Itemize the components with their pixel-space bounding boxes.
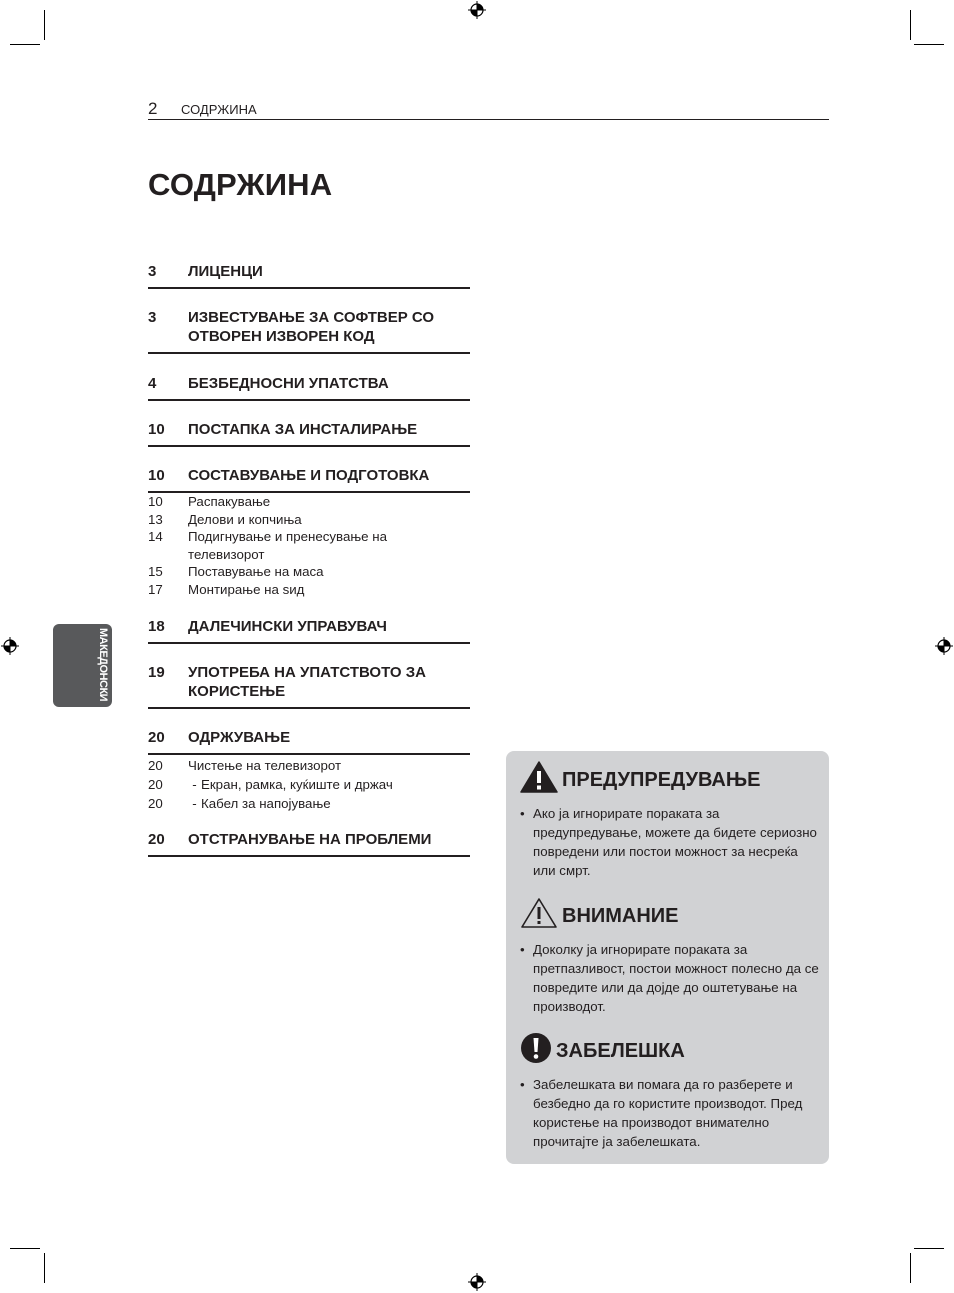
toc-page: 20: [148, 796, 163, 811]
toc-title: Чистење на телевизорот: [188, 758, 342, 773]
crop-mark: [44, 10, 45, 40]
toc-title: ОДРЖУВАЊЕ: [188, 729, 291, 746]
toc-title: Поставување на маса: [188, 564, 324, 579]
toc-title: ЛИЦЕНЦИ: [188, 263, 263, 280]
toc-page: 18: [148, 618, 165, 635]
warning-title: ПРЕДУПРЕДУВАЊЕ: [562, 768, 761, 791]
toc-page: 15: [148, 564, 163, 579]
toc-subentry[interactable]: [148, 493, 470, 511]
bullet: •: [520, 1077, 525, 1092]
toc-entry[interactable]: [148, 420, 470, 447]
warning-filled-icon: [520, 761, 558, 793]
note-title: ЗАБЕЛЕШКА: [556, 1039, 685, 1062]
note-exclamation-icon: [520, 1032, 552, 1064]
toc-subentry[interactable]: [148, 528, 470, 563]
toc-title: ИЗВЕСТУВАЊЕ ЗА СОФТВЕР СО ОТВОРЕН ИЗВОРЕН КОД: [188, 309, 435, 345]
toc-title: СОСТАВУВАЊЕ И ПОДГОТОВКА: [188, 467, 430, 484]
toc-title: ПОСТАПКА ЗА ИНСТАЛИРАЊЕ: [188, 421, 418, 438]
warning-body: Ако ја игнорирате пораката за предупредување, можете да бидете сериозно повредени или постои можност за несреќа или смрт.: [533, 806, 817, 878]
toc-entry[interactable]: [148, 262, 470, 289]
toc-subentry[interactable]: [148, 511, 470, 529]
registration-mark-icon: [1, 637, 19, 655]
crop-mark: [44, 1253, 45, 1283]
toc-entry[interactable]: [148, 830, 470, 857]
language-tab: [53, 624, 112, 707]
page-number: 2: [148, 99, 158, 118]
toc-title: УПОТРЕБА НА УПАТСТВОТО ЗА КОРИСТЕЊЕ: [188, 664, 426, 700]
toc-page: 14: [148, 529, 163, 544]
toc-title: Делови и копчиња: [188, 511, 302, 527]
language-tab-label: МАКЕДОНСКИ: [97, 628, 109, 702]
crop-mark: [910, 10, 911, 40]
toc-sublist: [148, 493, 470, 598]
toc-subentry[interactable]: [148, 581, 470, 599]
toc-title: БЕЗБЕДНОСНИ УПАТСТВА: [188, 375, 389, 392]
page-title: СОДРЖИНА: [148, 167, 333, 202]
toc-page: 20: [148, 758, 163, 773]
warning-heading: [520, 761, 760, 793]
toc-page: 10: [148, 467, 165, 484]
toc-page: 10: [148, 494, 163, 509]
registration-mark-icon: [468, 1, 486, 19]
bullet: •: [520, 942, 525, 957]
crop-mark: [10, 1248, 40, 1249]
toc-entry[interactable]: [148, 617, 470, 644]
toc-page: 10: [148, 421, 165, 438]
toc-page: 20: [148, 777, 163, 792]
toc-title: Кабел за напојување: [201, 796, 331, 811]
toc-title: Монтирање на ѕид: [188, 581, 305, 597]
toc-page: 17: [148, 581, 163, 597]
toc-title: ДАЛЕЧИНСКИ УПРАВУВАЧ: [188, 618, 387, 635]
list-dash: -: [192, 796, 197, 811]
toc-title: Подигнување и пренесување на телевизорот: [188, 529, 387, 562]
running-header: СОДРЖИНА: [181, 102, 257, 117]
toc-page: 20: [148, 729, 165, 746]
registration-mark-icon: [935, 637, 953, 655]
toc-title: ОТСТРАНУВАЊЕ НА ПРОБЛЕМИ: [188, 831, 432, 848]
notice-box: [506, 751, 829, 1164]
toc-subentry[interactable]: [148, 756, 470, 775]
toc-page: 20: [148, 831, 165, 848]
note-text: [520, 1075, 820, 1151]
toc-page: 19: [148, 664, 165, 681]
toc-entry[interactable]: [148, 466, 470, 493]
toc-entry[interactable]: [148, 308, 470, 354]
toc-sublist: [148, 756, 470, 813]
toc-entry[interactable]: [148, 663, 470, 709]
crop-mark: [10, 44, 40, 45]
warning-text: [520, 804, 820, 880]
crop-mark: [914, 1248, 944, 1249]
caution-body: Доколку ја игнорирате пораката за претпазливост, постои можност полесно да се повредите или да дојде до оштетување на производот.: [533, 942, 819, 1014]
toc-page: 4: [148, 375, 157, 392]
toc-subentry[interactable]: [148, 563, 470, 581]
caution-outline-icon: [520, 897, 558, 929]
toc-title: Распакување: [188, 494, 271, 509]
list-dash: -: [192, 777, 197, 792]
caution-heading: [520, 897, 679, 929]
toc-entry[interactable]: [148, 374, 470, 401]
toc-title: Екран, рамка, куќиште и држач: [201, 777, 393, 792]
registration-mark-icon: [468, 1273, 486, 1291]
toc-entry[interactable]: [148, 728, 470, 755]
note-body: Забелешката ви помага да го разберете и безбедно да го користите производот. Пред користење на производот внимателно прочитајте ја забелешката.: [533, 1077, 803, 1149]
toc-subentry[interactable]: [148, 775, 470, 794]
toc-page: 3: [148, 309, 157, 326]
bullet: •: [520, 806, 525, 821]
note-heading: [520, 1032, 685, 1064]
caution-title: ВНИМАНИЕ: [562, 904, 679, 927]
toc-subentry[interactable]: [148, 794, 470, 813]
crop-mark: [914, 44, 944, 45]
crop-mark: [910, 1253, 911, 1283]
toc-page: 3: [148, 263, 157, 280]
caution-text: [520, 940, 820, 1016]
toc-page: 13: [148, 511, 163, 527]
header-rule: [148, 119, 829, 120]
